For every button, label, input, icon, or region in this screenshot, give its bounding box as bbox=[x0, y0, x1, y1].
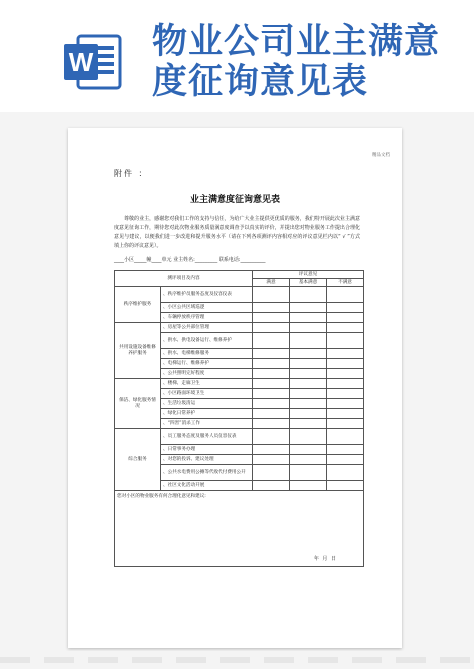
basic-checkbox-cell[interactable] bbox=[290, 389, 327, 399]
unsatisfied-checkbox-cell[interactable] bbox=[327, 419, 364, 429]
unsatisfied-checkbox-cell[interactable] bbox=[327, 359, 364, 369]
item-cell: 、小区路面环境卫生 bbox=[161, 389, 253, 399]
table-row bbox=[115, 379, 364, 389]
document-title: 业主满意度征询意见表 bbox=[189, 195, 280, 205]
title-line-1: 物业公司业主满意 bbox=[152, 22, 441, 62]
unsatisfied-checkbox-cell[interactable] bbox=[327, 303, 364, 313]
item-cell: 、“四害”消杀工作 bbox=[161, 419, 253, 429]
word-icon bbox=[60, 30, 124, 94]
item-cell: 、员工服务态度及服务人员仪容仪表 bbox=[161, 429, 253, 445]
satisfied-checkbox-cell[interactable] bbox=[253, 359, 290, 369]
satisfied-checkbox-cell[interactable] bbox=[253, 349, 290, 359]
unsatisfied-checkbox-cell[interactable] bbox=[327, 455, 364, 465]
basic-checkbox-cell[interactable] bbox=[290, 445, 327, 455]
basic-checkbox-cell[interactable] bbox=[290, 359, 327, 369]
unsatisfied-checkbox-cell[interactable] bbox=[327, 369, 364, 379]
survey-table bbox=[114, 270, 364, 567]
unsatisfied-checkbox-cell[interactable] bbox=[327, 333, 364, 349]
table-row bbox=[115, 287, 364, 303]
satisfied-checkbox-cell[interactable] bbox=[253, 399, 290, 409]
satisfied-checkbox-cell[interactable] bbox=[253, 323, 290, 333]
satisfied-checkbox-cell[interactable] bbox=[253, 429, 290, 445]
satisfied-checkbox-cell[interactable] bbox=[253, 465, 290, 481]
comment-box[interactable] bbox=[115, 491, 364, 567]
item-cell: 、公共照明完好程度 bbox=[161, 369, 253, 379]
item-cell: 、车辆停放秩序管理 bbox=[161, 313, 253, 323]
unsatisfied-checkbox-cell[interactable] bbox=[327, 409, 364, 419]
attachment-label: 附件 ： bbox=[114, 169, 149, 178]
item-cell: 、生活垃圾清运 bbox=[161, 399, 253, 409]
header-satisfied: 满意 bbox=[253, 279, 290, 287]
header-basic: 基本满意 bbox=[290, 279, 327, 287]
unsatisfied-checkbox-cell[interactable] bbox=[327, 389, 364, 399]
header-item: 测评项目及内容 bbox=[115, 271, 253, 287]
unsatisfied-checkbox-cell[interactable] bbox=[327, 445, 364, 455]
satisfied-checkbox-cell[interactable] bbox=[253, 369, 290, 379]
basic-checkbox-cell[interactable] bbox=[290, 379, 327, 389]
basic-checkbox-cell[interactable] bbox=[290, 399, 327, 409]
table-row bbox=[115, 323, 364, 333]
basic-checkbox-cell[interactable] bbox=[290, 465, 327, 481]
basic-checkbox-cell[interactable] bbox=[290, 287, 327, 303]
satisfied-checkbox-cell[interactable] bbox=[253, 409, 290, 419]
basic-checkbox-cell[interactable] bbox=[290, 419, 327, 429]
basic-checkbox-cell[interactable] bbox=[290, 409, 327, 419]
unsatisfied-checkbox-cell[interactable] bbox=[327, 399, 364, 409]
unsatisfied-checkbox-cell[interactable] bbox=[327, 313, 364, 323]
intro-paragraph: 尊敬的业主，感谢您对我们工作的支持与信任，为给广大业主提供更优质的服务，我们特开展此次业主满意度意见征询工作，期待您对此次物业服务质量满意度调查予以真实的评价，并提出您对物业服务工作提出合理化意见与建议，以便我们进一步改进和提升服务水平（请在下列各项测评内容相对应的评议意见栏内以“ √ ”方式填上你的评议意见）。 bbox=[114, 216, 360, 249]
item-cell: 、对您的投诉、建议处理 bbox=[161, 455, 253, 465]
unsatisfied-checkbox-cell[interactable] bbox=[327, 349, 364, 359]
comment-label: 您对小区的物业服务有何合理化意见和建议: bbox=[117, 494, 206, 499]
unsatisfied-checkbox-cell[interactable] bbox=[327, 323, 364, 333]
header-unsatisfied: 不满意 bbox=[327, 279, 364, 287]
item-cell: 、小区公共区域巡逻 bbox=[161, 303, 253, 313]
satisfied-checkbox-cell[interactable] bbox=[253, 333, 290, 349]
word-icon-letter: W bbox=[68, 47, 94, 77]
basic-checkbox-cell[interactable] bbox=[290, 429, 327, 445]
unsatisfied-checkbox-cell[interactable] bbox=[327, 379, 364, 389]
watermark-strip bbox=[0, 651, 474, 669]
item-cell: 、供水、电梯维修服务 bbox=[161, 349, 253, 359]
item-cell: 、公共水电费用公摊等代收代付费用公开 bbox=[161, 465, 253, 481]
basic-checkbox-cell[interactable] bbox=[290, 333, 327, 349]
basic-checkbox-cell[interactable] bbox=[290, 313, 327, 323]
basic-checkbox-cell[interactable] bbox=[290, 349, 327, 359]
category-cell: 保洁、绿化服务情况 bbox=[115, 379, 161, 429]
basic-checkbox-cell[interactable] bbox=[290, 481, 327, 491]
satisfied-checkbox-cell[interactable] bbox=[253, 379, 290, 389]
satisfied-checkbox-cell[interactable] bbox=[253, 303, 290, 313]
item-cell: 、房屋等公共部位管理 bbox=[161, 323, 253, 333]
satisfied-checkbox-cell[interactable] bbox=[253, 445, 290, 455]
unsatisfied-checkbox-cell[interactable] bbox=[327, 287, 364, 303]
item-cell: 、绿化日常养护 bbox=[161, 409, 253, 419]
unsatisfied-checkbox-cell[interactable] bbox=[327, 465, 364, 481]
basic-checkbox-cell[interactable] bbox=[290, 323, 327, 333]
satisfied-checkbox-cell[interactable] bbox=[253, 313, 290, 323]
satisfied-checkbox-cell[interactable] bbox=[253, 455, 290, 465]
basic-checkbox-cell[interactable] bbox=[290, 455, 327, 465]
unsatisfied-checkbox-cell[interactable] bbox=[327, 481, 364, 491]
table-row bbox=[115, 429, 364, 445]
doc-header-label: 精品文档 bbox=[372, 153, 390, 158]
category-cell: 共用设施设备维修养护服务 bbox=[115, 323, 161, 379]
page-title bbox=[152, 22, 452, 102]
document-page bbox=[68, 128, 402, 648]
item-cell: 、社区文化活动开展 bbox=[161, 481, 253, 491]
satisfied-checkbox-cell[interactable] bbox=[253, 389, 290, 399]
item-cell: 、电梯运行、维修养护 bbox=[161, 359, 253, 369]
basic-checkbox-cell[interactable] bbox=[290, 369, 327, 379]
item-cell: 、日常事务办理 bbox=[161, 445, 253, 455]
category-cell: 秩序维护服务 bbox=[115, 287, 161, 323]
item-cell: 、供水、供电设备运行、维修养护 bbox=[161, 333, 253, 349]
basic-checkbox-cell[interactable] bbox=[290, 303, 327, 313]
date-line: 年 月 日 bbox=[313, 556, 338, 562]
item-cell: 、楼梯、走廊卫生 bbox=[161, 379, 253, 389]
title-line-2: 度征询意见表 bbox=[152, 62, 369, 102]
satisfied-checkbox-cell[interactable] bbox=[253, 287, 290, 303]
satisfied-checkbox-cell[interactable] bbox=[253, 481, 290, 491]
item-cell: 、秩序维护员服务态度及仪容仪表 bbox=[161, 287, 253, 303]
address-fill-line: ____小区_____幢____单元 业主姓名:_________ 联系电话:__________ bbox=[114, 257, 266, 263]
unsatisfied-checkbox-cell[interactable] bbox=[327, 429, 364, 445]
satisfied-checkbox-cell[interactable] bbox=[253, 419, 290, 429]
page-header bbox=[0, 0, 474, 112]
header-evaluation: 评议意见 bbox=[253, 271, 364, 279]
category-cell: 综合服务 bbox=[115, 429, 161, 491]
